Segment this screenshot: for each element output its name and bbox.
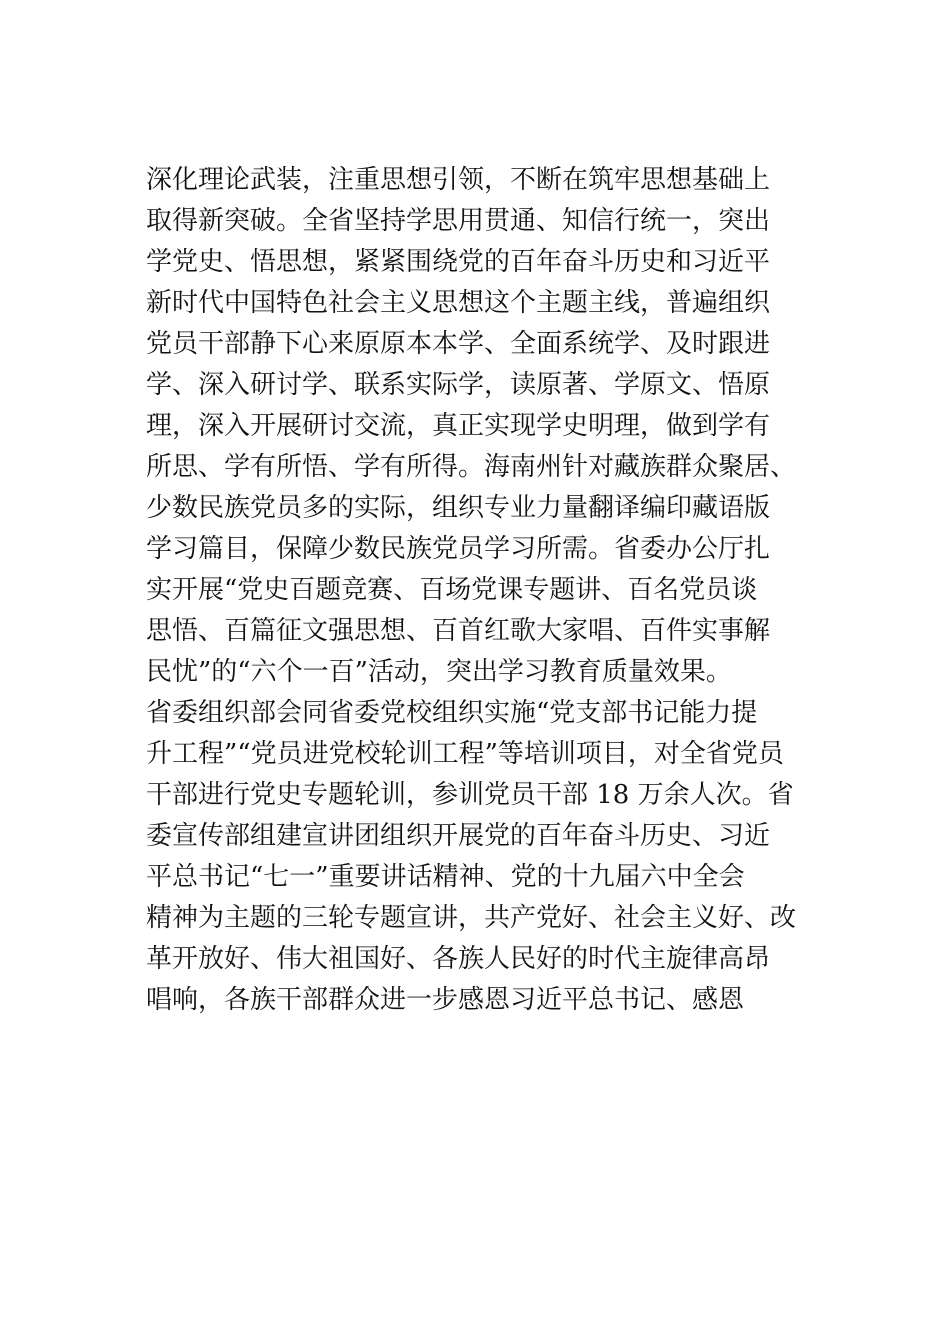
- text-line-21: 唱响，各族干部群众进一步感恩习近平总书记、感恩: [146, 985, 745, 1015]
- text-line-9: 少数民族党员多的实际，组织专业力量翻译编印藏语版: [146, 493, 771, 523]
- text-line-20: 革开放好、伟大祖国好、各族人民好的时代主旋律高昂: [146, 944, 771, 974]
- text-line-10: 学习篇目，保障少数民族党员学习所需。省委办公厅扎: [146, 534, 771, 564]
- text-line-13: 民忧”的“六个一百”活动，突出学习教育质量效果。: [146, 657, 732, 687]
- text-line-16: 干部进行党史专题轮训，参训党员干部 18 万余人次。省: [146, 780, 794, 810]
- text-line-2: 取得新突破。全省坚持学思用贯通、知信行统一，突出: [146, 206, 771, 236]
- text-line-12: 思悟、百篇征文强思想、百首红歌大家唱、百件实事解: [146, 616, 771, 646]
- text-line-17: 委宣传部组建宣讲团组织开展党的百年奋斗历史、习近: [146, 821, 771, 851]
- text-line-1: 深化理论武装，注重思想引领，不断在筑牢思想基础上: [146, 165, 771, 195]
- text-line-4: 新时代中国特色社会主义思想这个主题主线，普遍组织: [146, 288, 771, 318]
- text-line-15: 升工程”“党员进党校轮训工程”等培训项目，对全省党员: [146, 739, 784, 769]
- text-line-6: 学、深入研讨学、联系实际学，读原著、学原文、悟原: [146, 370, 771, 400]
- text-line-11: 实开展“党史百题竞赛、百场党课专题讲、百名党员谈: [146, 575, 758, 605]
- text-line-8: 所思、学有所悟、学有所得。海南州针对藏族群众聚居、: [146, 452, 797, 482]
- text-line-7: 理，深入开展研讨交流，真正实现学史明理，做到学有: [146, 411, 771, 441]
- body-paragraph: [146, 160, 826, 1021]
- text-line-19: 精神为主题的三轮专题宣讲，共产党好、社会主义好、改: [146, 903, 797, 933]
- text-line-3: 学党史、悟思想，紧紧围绕党的百年奋斗历史和习近平: [146, 247, 771, 277]
- text-line-5: 党员干部静下心来原原本本学、全面系统学、及时跟进: [146, 329, 771, 359]
- text-line-18: 平总书记“七一”重要讲话精神、党的十九届六中全会: [146, 862, 745, 892]
- text-line-14: 省委组织部会同省委党校组织实施“党支部书记能力提: [146, 698, 758, 728]
